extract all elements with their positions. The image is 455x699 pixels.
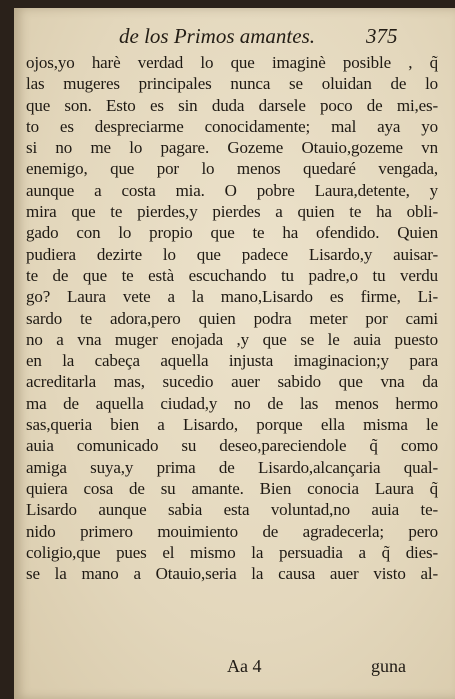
signature-mark: Aa 4 (227, 656, 262, 676)
text-line: enemigo, que por lo menos quedaré vengada, (26, 159, 438, 179)
text-line: se la mano a Otauio,seria la causa auer visto al- (26, 564, 438, 584)
text-line: to es despreciarme conocidamente; mal aya yo (26, 116, 438, 136)
book-page (14, 8, 455, 699)
running-head: de los Primos amantes. (119, 24, 315, 48)
body-text (26, 52, 438, 584)
text-line: quiera cosa de su amante. Bien conocia Laura q̃ (26, 478, 438, 498)
text-line: si no me lo pagare. Gozeme Otauio,gozeme vn (26, 138, 438, 158)
text-line: te de que te està escuchando tu padre,o tu verdu (26, 265, 438, 285)
text-line: en la cabeça aquella injusta imaginacion;y para (26, 351, 438, 371)
text-line: coligio,que pues el mismo la persuadia a q̃ dies- (26, 542, 438, 562)
text-line: nido primero mouimiento de agradecerla; pero (26, 521, 438, 541)
text-line: amiga suya,y prima de Lisardo,alcançaria qual- (26, 457, 438, 477)
text-line: sas,queria bien a Lisardo, porque ella misma le (26, 415, 438, 435)
page-footer (14, 656, 455, 680)
text-line: gado con lo propio que te ha ofendido. Quien (26, 223, 438, 243)
text-line: aunque a costa mia. O pobre Laura,detente, y (26, 180, 438, 200)
text-line: acreditarla mas, sucedio auer sabido que vna da (26, 372, 438, 392)
text-line: las mugeres principales nunca se oluidan de lo (26, 74, 438, 94)
text-line: auia comunicado su deseo,pareciendole q̃ como (26, 436, 438, 456)
text-line: pudiera dezirte lo que padece Lisardo,y auisar- (26, 244, 438, 264)
catchword: guna (371, 656, 406, 676)
text-line: Lisardo aunque sabia esta voluntad,no auia te- (26, 500, 438, 520)
text-line: ma de aquella ciudad,y no de las menos hermo (26, 393, 438, 413)
text-line: que son. Esto es sin duda darsele poco de mi,es- (26, 95, 438, 115)
page-header (14, 16, 455, 50)
text-line: no a vna muger enojada ,y que se le auia puesto (26, 329, 438, 349)
text-line: ojos,yo harè verdad lo que imaginè posible , q̃ (26, 53, 438, 72)
text-line: mira que te pierdes,y pierdes a quien te ha obli- (26, 202, 438, 222)
page-number: 375 (366, 24, 398, 48)
text-line: go? Laura vete a la mano,Lisardo es firme, Li- (26, 287, 438, 307)
text-line: sardo te adora,pero quien podra meter por cami (26, 308, 438, 328)
